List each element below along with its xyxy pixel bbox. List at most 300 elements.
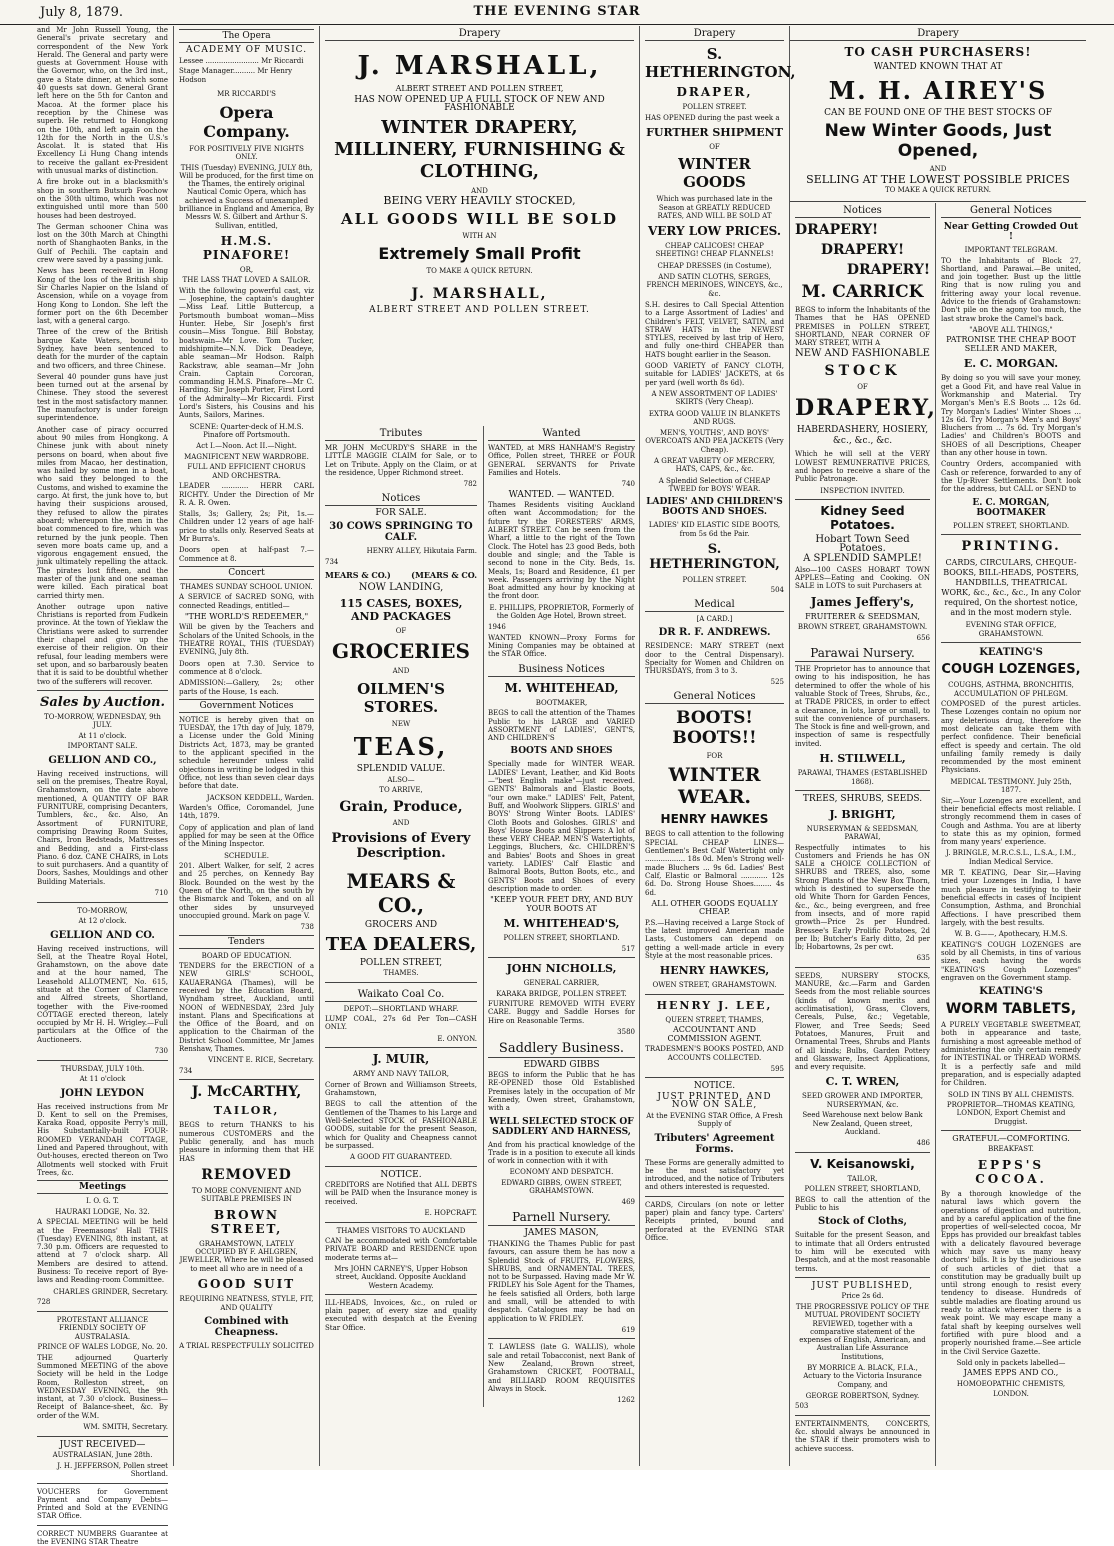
hawkes-body: BEGS to call attention to the following SPECIAL CHEAP LINES— Gentlemen's Best Calf Watertight only .................. 18s 0d. Men's Strong well-made Bluchers ... 9s 6d. Ladies' Best Calf, Elastic or Balmoral ............ 12s 6d. Do. Strong House Shoes........ 4s 6d. [645, 830, 784, 897]
wanted-body: WANTED, at MRS HANHAM'S Registry Office, Pollen street, THREE or FOUR GENERAL SERVANTS for Private Families and Hotels. [488, 444, 635, 477]
whitehead-name: M. WHITEHEAD'S, [503, 917, 620, 931]
parawai-body: THE Proprietor has to announce that owing to his indisposition, he has determined to offer the whole of his valuable Stock of Trees, Shrubs, &c., at TRADE PRICES, in order to effect a clearance, in lots, large or small, to suit the convenience of purchasers. The Stock is fine and well-grown, and inspection of same is respectfully invited. [795, 665, 930, 748]
overcoats-line: MEN'S, YOUTHS', AND BOYS' OVERCOATS AND PEA JACKETS (Very Cheap). [645, 429, 784, 454]
leader-line: LEADER ............ HERR CARL RICHTY. Under the Direction of Mr R. A. R. Owen. [179, 482, 314, 507]
marshall-name: J. MARSHALL, [411, 285, 548, 302]
epps-body: By a thorough knowledge of the natural laws which govern the operations of digestion and nutrition, and by a careful application of the fine properties of well-selected cocoa, Mr Epps has provided our breakfast tables with a delicately flavoured beverage which may save us many heavy doctors' bills. It is by the judicious use of such articles of diet that a constitution may be gradually built up until strong enough to resist every tendency to disease. Hundreds of subtle maladies are floating around us ready to attack wherever there is a weak point. We may escape many a fatal shaft by keeping ourselves well fortified with pure blood and a properly nourished frame.—See article in the Civil Service Gazette. [941, 1189, 1081, 1356]
column-3 [320, 26, 640, 1466]
column-4 [640, 26, 796, 1466]
keating-signature: J. BRINGLE, M.R.C.S.L., L.S.A., I.M., Indian Medical Service. [945, 849, 1077, 866]
keisanowski-body: BEGS to call the attention of the Public to his [795, 1195, 930, 1213]
ad-number: 517 [621, 944, 635, 953]
ad-number: 782 [463, 480, 477, 489]
divider [645, 1196, 784, 1197]
divider [37, 902, 168, 903]
breakfast-line: BREAKFAST. [988, 1145, 1034, 1154]
ad-number: 3580 [617, 1028, 635, 1037]
divider [325, 1294, 477, 1295]
morgan-name: E. C. MORGAN, BOOTMAKER [972, 497, 1050, 518]
jeffery-trade: FRUITERER & SEEDSMAN, [805, 611, 920, 621]
mccarthy-name: J. McCARTHY, [191, 1084, 302, 1101]
column-6 [936, 203, 1086, 1466]
ad-number: 635 [916, 954, 930, 963]
news-paragraph: Another outrage upon native Christians is reported from Fudkein province. At the town of Yieklaw the Christians were asked to surrender their chapel and give up the exercise of their religion. On their refusal, four leading members were set upon, and so barbarously beaten that it is said to be doubtful whether two of the sufferers will recover. [37, 602, 168, 686]
wanted-body: Thames Residents visiting Auckland often want Accommodation; for the future try the FORESTERS' ARMS, ALBERT STREET. Can be seen from the Wharf, a little to the right of the Town Clock. The Hotel has 23 good Beds, both double and single; and the Table is second to none in the City. Beds, 1s. Meals, 1s; Board and Residence, £1 per week. Passengers arriving by the Night Boat admitted any hour by knocking at the front door. [488, 501, 635, 601]
ad-number: 740 [621, 480, 635, 489]
lass-line: THE LASS THAT LOVED A SAILOR. [182, 276, 311, 285]
keep-feet-dry: "KEEP YOUR FEET DRY, AND BUY YOUR BOOTS AT [490, 895, 633, 913]
section-heading-drapery: Drapery [645, 26, 784, 41]
boots-shoes: LADIES' AND CHILDREN'S BOOTS AND SHOES. [646, 497, 783, 518]
divider [37, 1311, 168, 1312]
printing-heading: PRINTING. [961, 539, 1061, 555]
wren-address: Seed Warehouse next below Bank New Zealand, Queen street, Auckland. [802, 1111, 923, 1137]
ad-number: 469 [621, 1197, 635, 1206]
marshall-name: J. MARSHALL, [357, 51, 602, 81]
card-line: [A CARD.] [696, 614, 733, 623]
meeting-title: I. O. G. T. [86, 1197, 119, 1206]
notice-title: NOTICE. [693, 1081, 736, 1092]
section-heading-meetings: Meetings [37, 1180, 168, 1194]
divider [325, 1222, 477, 1223]
airey-name: M. H. AIREY'S [828, 75, 1048, 105]
wanted-body: WANTED KNOWN—Proxy Forms for Mining Companies may be obtained at the STAR Office. [488, 633, 635, 659]
section-heading-notices: Notices [795, 203, 930, 218]
and-line: AND [392, 667, 410, 676]
to-arrive: TO ARRIVE, [379, 786, 423, 795]
ad-number: 619 [621, 1325, 635, 1334]
kid-boots: LADIES' KID ELASTIC SIDE BOOTS, from 5s 6d the Pair. [648, 521, 781, 538]
manager-line: Stage Manager.......... Mr Henry Hodson [179, 67, 293, 84]
mccarthy-body: REQUIRING NEATNESS, STYLE, FIT, AND QUALITY [179, 1295, 314, 1312]
skirts-line: A NEW ASSORTMENT OF LADIES' SKIRTS (Very Cheap). [651, 389, 778, 407]
marshall-body: HAS NOW OPENED UP A FULL STOCK OF NEW AND FASHIONABLE [354, 94, 605, 113]
visitors-body: CAN be accommodated with Comfortable PRIVATE BOARD and RESIDENCE upon moderate terms at— [325, 1237, 477, 1262]
hawkes-ps: P.S.—Having received a Large Stock of the latest improved American made Lasts, Customers can depend on getting a well-made article in every Style at the most reasonable prices. [645, 918, 784, 961]
nicholls-body: FURNITURE REMOVED WITH EVERY CARE. Buggy and Saddle Horses for Hire on Reasonable Terms. [488, 1000, 635, 1025]
scene-line: SCENE: Quarter-deck of H.M.S. Pinafore off Portsmouth. [189, 422, 304, 439]
very-low-prices: VERY LOW PRICES. [647, 224, 782, 239]
divider [941, 1130, 1081, 1131]
winter-goods: WINTER GOODS [678, 155, 751, 192]
just-published: JUST PUBLISHED, [811, 1280, 914, 1291]
epps-name: JAMES EPPS AND CO., [963, 1368, 1059, 1378]
doors-line: Doors open at half-past 7.—Commence at 8. [179, 546, 314, 563]
divider [37, 690, 168, 691]
and-line: AND [392, 818, 410, 827]
tributers-forms: Tributers' Agreement Forms. [654, 1132, 775, 1155]
morgan-body: By doing so you will save your money, get a Good Fit, and have real Value in Workmanship and Material. Try Morgan's Men's E.S Boots ... 12s 6d. Try Morgan's Ladies' Winter Shoes ... 12s 6d. Try Morgan's Men's and Boys' Bluchers from ... 7s 6d. Try Morgan's Ladies' and Children's BOOTS and SHOES of all Descriptions, Cheaper than any other house in town. [941, 374, 1081, 458]
hetherington-name: S. HETHERINGTON, [649, 541, 780, 572]
keisanowski-body: Suitable for the present Season, and to intimate that all Orders entrusted to him will be executed with Despatch, and at the most reasonable terms. [795, 1231, 930, 1273]
hetherington-body: S.H. desires to Call Special Attention to a Large Assortment of Ladies' and Children's FELT, VELVET, SATIN, and STRAW HATS in the NEWEST STYLES, received by last trip of Hero, and fully one-third CHEAPER than HATS bought earlier in the Season. [645, 300, 784, 359]
trees-heading: TREES, SHRUBS, SEEDS. [802, 794, 923, 805]
keisanowski-address: POLLEN STREET, SHORTLAND, [804, 1185, 921, 1194]
telegram-title: IMPORTANT TELEGRAM. [964, 246, 1058, 254]
forms-body: These Forms are generally admitted to be the most satisfactory yet introduced, and the notice of Tributers and others interested is requested. [645, 1158, 784, 1192]
section-heading-notices: Notices [325, 491, 477, 506]
also-line: ALSO— [387, 775, 415, 784]
morgan-body: Country Orders, accompanied with Cash or reference, forwarded to any of the Up-River Settlements. Don't look for the address, but CALL or SEND to [941, 460, 1081, 494]
divider [179, 1079, 314, 1080]
vouchers-notice: VOUCHERS for Government Payment and Company Debts—Printed and Sold at the EVENING STAR Office. [37, 1487, 168, 1521]
coughs-list: COUGHS, ASTHMA, BRONCHITIS, ACCUMULATION OF PHLEGM. [948, 681, 1074, 698]
hetherington-name: S. HETHERINGTON, [645, 45, 796, 81]
carrick-name: M. CARRICK [801, 282, 924, 302]
grocers-line: GROCERS AND [364, 920, 438, 931]
divider [795, 499, 930, 500]
lee-body: TRADESMEN'S BOOKS POSTED, AND ACCOUNTS COLLECTED. [645, 1045, 784, 1062]
numbers-notice: CORRECT NUMBERS Guarantee at the EVENING STAR Theatre [37, 1529, 168, 1546]
star-office: At the EVENING STAR Office, A Fresh Supply of [646, 1111, 783, 1129]
opera-body: THIS (Tuesday) EVENING, JULY 8th, Will be produced, for the first time on the Thames, the entirely original Nautical Comic Opera, which has achieved a Success of unexampled brilliance in England and America, By Messrs W. S. Gilbert and Arthur S. Sullivan, entitled, [179, 163, 314, 230]
whitehead-address: POLLEN STREET, SHORTLAND. [503, 934, 620, 943]
billheads-notice: ILL-HEADS, Invoices, &c., on ruled or plain paper, of every size and quality executed with despatch at the Evening Star Office. [325, 1298, 477, 1332]
price-line: Price 2s 6d. [841, 1292, 884, 1301]
blankets-line: EXTRA GOOD VALUE IN BLANKETS AND RUGS. [648, 409, 781, 426]
divider [325, 1047, 477, 1048]
pollen-street: POLLEN STREET, [359, 957, 443, 968]
jeffery-name: James Jeffery's, [810, 594, 915, 609]
nights-line: FOR POSITIVELY FIVE NIGHTS ONLY. [189, 144, 304, 161]
epps-trade: HOMOEOPATHIC CHEMISTS, [956, 1379, 1066, 1388]
chorus-line: FULL AND EFFICIENT CHORUS AND ORCHESTRA. [187, 463, 306, 480]
saddlery-stock: WELL SELECTED STOCK OF SADDLERY AND HARNESS, [489, 1116, 634, 1137]
whitehead-body: Specially made for WINTER WEAR. LADIES' Levant, Leather, and Kid Boots—"best English make"—just received. GENTS' Balmorals and Elastic Boots, "our own make." LADIES' Felt, Patent, Buff, and Woolwork Slippers. GIRLS' and BOYS' Strong Winter Boots. LADIES' Cloth Boots and Goloshes. GIRLS' and Boys' House Boots and Slippers: A lot of these VERY CHEAP. MEN'S Watertights, Leggings, Bluchers, &c. CHILDREN'S and Babies' Boots and Shoes in great variety. LADIES' Calf Elastic and Balmoral Boots, Button Boots, etc., and GENTS' Boots and Shoes of every description made to order. [488, 760, 635, 893]
mears-header [325, 570, 477, 580]
section-heading-parnell: Parnell Nursery. [488, 1208, 635, 1226]
concert-title: THAMES SUNDAY SCHOOL UNION. [180, 582, 313, 591]
section-heading-tenders: Tenders [179, 935, 314, 949]
hetherington-body: Which was purchased late in the Season at GREATLY REDUCED RATES, AND WILL BE SOLD AT [656, 195, 773, 220]
section-heading-general: General Notices [645, 689, 784, 704]
worm-body: A PURELY VEGETABLE SWEETMEAT, both in appearance and taste, furnishing a most agreeable method of administering the only certain remedy for INTESTINAL or THREAD WORMS. It is a perfectly safe and mild preparation, and is especially adapted for Children. [941, 1021, 1081, 1088]
policy-body: THE PROGRESSIVE POLICY OF THE MUTUAL PROVIDENT SOCIETY REVIEWED, together with a comparative statement of the expenses of English, American, and Australian Life Assurance Institutions, [795, 1302, 930, 1361]
ad-number: 730 [154, 1047, 168, 1056]
for-line: FOR [706, 751, 723, 760]
removed-heading: REMOVED [201, 1166, 292, 1183]
column-5 [790, 203, 936, 1466]
meeting-subtitle: HAURAKI LODGE, No. 32. [55, 1207, 150, 1216]
notice-body: CREDITORS are Notified that ALL DEBTS will be PAID when the Insurance money is received. [325, 1181, 477, 1206]
visitors-title: THAMES VISITORS TO AUCKLAND [336, 1226, 466, 1235]
kidney-potatoes: Kidney Seed Potatoes. [820, 504, 905, 533]
of-line: OF [395, 626, 407, 635]
keating-proprietor: PROPRIETOR—THOMAS KEATING, LONDON, Export Chemist and Druggist. [946, 1101, 1076, 1126]
section-heading-opera: The Opera [179, 29, 314, 43]
ad-number: 525 [770, 678, 784, 687]
lee-address: QUEEN STREET, THAMES, [665, 1015, 764, 1024]
keisanowski-trade: TAILOR, [847, 1174, 878, 1183]
ad-number: 503 [795, 1402, 809, 1411]
new-line: NEW [391, 719, 411, 728]
gibbs-body: BEGS to inform the Public that he has RE-OPENED those Old Established Premises lately in the occupation of Mr Kennedy, Owen street, Grahamstown, with a [488, 1071, 635, 1113]
epps-address: LONDON. [993, 1390, 1029, 1399]
teas-heading: TEAS, [353, 732, 449, 762]
divider [795, 1277, 930, 1278]
section-heading-business: Business Notices [488, 662, 635, 677]
meeting-signature: CHARLES GRINDER, Secretary. [53, 1287, 168, 1296]
newspaper-title: THE EVENING STAR [473, 4, 641, 19]
muir-trade: ARMY AND NAVY TAILOR, [352, 1070, 450, 1079]
epps-cocoa: EPPS'S COCOA. [975, 1157, 1047, 1186]
concert-admission: ADMISSION:—Gallery, 2s; other parts of the House, 1s each. [179, 679, 314, 696]
keatings-heading: KEATING'S [979, 647, 1043, 659]
auction-time: At 12 o'clock. [78, 917, 127, 926]
gov-plan: Copy of application and plan of land applied for may be seen at the Office of the Mining Inspector. [179, 823, 314, 849]
telegram-body: TO the Inhabitants of Block 27, Shortland, and Parawai.—Be united, and join together. Bust up the little Ring that is now ruling you and frittering away your local revenue. Advice to the friends of Grahamstown: Don't pile on the agony too much, the last straw broke the Camel's back. [941, 256, 1081, 323]
schedule-body: 201. Albert Walker, for self, 2 acres and 25 perches, on Kennedy Bay Block. Bounded on the west by the Queen of the North, on the south by the Bismarck and Token, and on all other sides by unsurveyed unoccupied ground. Mark on page V. [179, 862, 314, 920]
mears-left: MEARS & CO.) [325, 570, 391, 581]
divider [325, 1166, 477, 1167]
mccarthy-trade: TAILOR, [213, 1104, 280, 1118]
whitehead-name: M. WHITEHEAD, [504, 680, 619, 695]
cast-list: With the following powerful cast, viz— Josephine, the captain's daughter—Miss Leaf. Little Buttercup, a Portsmouth bumboat woman—Miss Hunter. Hebe, Sir Joseph's first cousin—Miss Tongue. Bill Bobstay, boatswain—Mr Love. Tom Tucker, midshipmite—N.N. Dick Deadeye, able seaman—Mr Hodson. Ralph Rackstraw, able seaman—Mr John Crain. Captain Corcoran, commanding H.M.S. Pinafore—Mr C. Harding. Sir Joseph Porter, First Lord of the Admiralty—Mr Riccardi. First Lord's Sisters, his Cousins and his Aunts, Sailors, Marines. [179, 286, 314, 420]
of-line: OF [857, 382, 868, 391]
ad-number: 1262 [617, 1396, 635, 1405]
or-line: OR, [239, 265, 254, 274]
column-1 [32, 26, 174, 1546]
medical-testimony: MEDICAL TESTIMONY. July 25th, 1877. [950, 777, 1072, 795]
auctioneer-name: GELLION AND CO. [50, 929, 155, 941]
nicholls-trade: GENERAL CARRIER, [523, 979, 600, 988]
hetherington-trade: DRAPER, [676, 85, 753, 99]
economy-line: ECONOMY AND DESPATCH. [509, 1168, 614, 1177]
all-goods-sold: ALL GOODS WILL BE SOLD [341, 209, 618, 228]
meeting-body: A SPECIAL MEETING will be held at the Freemasons' Hall THIS (Tuesday) EVENING, 8th instant, at 7.30 p.m. Officers are requested to attend at 7 o'clock sharp. All Members are desired to attend. Business: To receive report of Bye-laws and Reading-room Committee. [37, 1218, 168, 1285]
mccarthy-body: GRAHAMSTOWN, LATELY OCCUPIED BY F. AHLGREN, JEWELLER, Where he will be pleased to meet all who are in need of a [179, 1239, 314, 1273]
morgan-name: E. C. MORGAN. [963, 357, 1059, 371]
cheap-lines: CHEAP CALICOES! CHEAP SHEETING! CHEAP FLANNELS! [655, 242, 774, 259]
grain-produce: Grain, Produce, [339, 798, 463, 815]
for-sale: FOR SALE. [375, 507, 427, 518]
cash-purchasers: TO CASH PURCHASERS! [844, 45, 1032, 59]
hawkes-name: HENRY HAWKES [660, 812, 769, 827]
news-paragraph: News has been received in Hong Kong of the loss of the British ship Sir Charles Napier on the Island of Ascension, while on a voyage from Hong Kong to London. She left the former port on the 6th December last, with a general cargo. [37, 267, 168, 326]
selling-prices: SELLING AT THE LOWEST POSSIBLE PRICES [806, 172, 1070, 186]
crowded-out: Near Getting Crowded Out ! [943, 222, 1079, 242]
bright-body: Respectfully intimates to his Customers and Friends he has ON SALE a CHOICE COLLECTION of SHRUBS and TREES, also, some Strong Plants of the New Box Thorn, which is destined to supersede the old White Thorn for Garden Fences, &c., &c., being evergreen, and free from insects, and of more rapid growth—Price 2s per Hundred. Bressee's Early Prolific Potatoes, 2d per lb; Butcher's Early ditto, 2d per lb; Hobartowns, 2s per cwt. [795, 843, 930, 952]
fancy-cloth: GOOD VARIETY of FANCY CLOTH, suitable for LADIES' JACKETS, at 6s per yard (well worth 8s 6d). [645, 362, 784, 387]
tender-body: TENDERS for the ERECTION of a NEW GIRLS' SCHOOL, KAUAERANGA (Thames), will be received by the Education Board, Wyndham street, Auckland, until NOON of WEDNESDAY, 23rd July instant. Plans and Specifications at the Office of the Board, and on application to the Chairman of the District School Committee, Mr James Renshaw, Thames. [179, 962, 314, 1054]
stilwell-name: H. STILWELL, [819, 752, 906, 766]
entertainments-notice: ENTERTAINMENTS, CONCERTS, &c. should always be announced in the STAR if their promoters wish to achieve success. [795, 1419, 930, 1453]
morgan-address: POLLEN STREET, SHORTLAND. [952, 521, 1070, 530]
bright-name: J. BRIGHT, [829, 807, 896, 821]
airey-banner [790, 26, 1086, 202]
hetherington-address: POLLEN STREET. [682, 575, 747, 584]
cheapness-line: Combined with Cheapness. [204, 1316, 289, 1339]
section-heading-saddlery: Saddlery Business. [488, 1039, 635, 1058]
further-shipment: FURTHER SHIPMENT [646, 125, 783, 139]
section-heading-auction: Sales by Auction. [39, 694, 166, 710]
visitors-sign: Mrs JOHN CARNEY'S, Upper Hobson street, Auckland. Opposite Auckland Western Academy. [334, 1264, 468, 1290]
auction-title: IMPORTANT SALE. [67, 742, 138, 751]
winter-wear: WINTER WEAR. [668, 764, 761, 809]
patronise-line: PATRONISE THE CHEAP BOOT SELLER AND MAKER, [946, 335, 1076, 353]
gibbs-body: And from his practical knowledge of the Trade is in a position to execute all kinds of work in connection with it with [488, 1140, 635, 1166]
concert-song: "THE WORLD'S REDEEMER," [184, 611, 309, 621]
masthead [0, 0, 1114, 25]
divider [37, 1060, 168, 1061]
tender-signature: VINCENT E. RICE, Secretary. [208, 1056, 314, 1065]
just-received-sign: J. H. JEFFERSON, Pollen street Shortland. [57, 1461, 168, 1478]
stilwell-address: PARAWAI, THAMES (ESTABLISHED 1868). [797, 769, 928, 786]
drapery-exclaim: DRAPERY! [795, 222, 879, 238]
divider [488, 957, 635, 958]
all-other-goods: ALL OTHER GOODS EQUALLY CHEAP. [651, 898, 778, 917]
and-line: AND [929, 165, 947, 173]
tribute-body: MR JOHN McCURDY'S SHARE in the LITTLE MAGGIE CLAIM for Sale, or to Let on Tribute. Apply on the Claim, or at the residence, Upper Richmond street. [325, 444, 477, 477]
wren-name: C. T. WREN, [825, 1075, 900, 1089]
auction-body: Having received instructions, will Sell, at the Theatre Royal Hotel, Grahamstown, on the above date and at the hour named, The Leasehold ALLOTMENT, No. 615, situate at the Corner of Clarence and Alfred streets, Shortland, together with the Five-roomed COTTAGE erected thereon, lately occupied by Mr H. H. Wrigley.—Full particulars at the Office of the Auctioneers. [37, 944, 168, 1044]
hawkes-address: OWEN STREET, GRAHAMSTOWN. [652, 981, 777, 990]
auction-time: At 11 o'clock. [78, 731, 127, 740]
nicholls-address: KARAKA BRIDGE, POLLEN STREET. [496, 989, 627, 998]
satin-cloths: AND SATIN CLOTHS, SERGES, FRENCH MERINOES, WINCEYS, &c., &c. [646, 273, 783, 298]
auction-date: THURSDAY, JULY 10th. [60, 1064, 145, 1073]
new-winter-goods: New Winter Goods, Just Opened, [824, 121, 1052, 161]
provisions-line: Provisions of Every Description. [331, 831, 471, 862]
news-paragraph: The German schooner China was lost on the 30th March at Chingthi north of Shanghaoten Banks, in the Gulf of Pechili. The captain and crew were saved by a passing junk. [37, 222, 168, 265]
robertson-name: GEORGE ROBERTSON, Sydney. [805, 1391, 920, 1400]
section-heading-medical: Medical [645, 597, 784, 612]
and-line: AND [471, 186, 488, 195]
gov-office: Warden's Office, Coromandel, June 14th, 1879. [179, 804, 314, 821]
section-heading-waikato: Waikato Coal Co. [325, 987, 477, 1002]
hetherington-address: POLLEN STREET. [682, 103, 747, 111]
printing-body: CARDS, CIRCULARS, CHEQUE-BOOKS, BILL-HEADS, POSTERS, HANDBILLS, THEATRICAL WORK, &c., &c., &c., In any Color required, On the shortest notice, and in the most modern style. [941, 558, 1081, 618]
lee-name: HENRY J. LEE, [656, 998, 773, 1012]
hetherington-body: HAS OPENED during the past week a [645, 113, 780, 122]
oilmen-heading: OILMEN'S STORES. [357, 679, 445, 716]
whitehead-body: BEGS to call the attention of the Thames Public to his LARGE and VARIED ASSORTMENT of LADIES', GENT'S, AND CHILDREN'S [488, 709, 635, 743]
inspection-invited: INSPECTION INVITED. [820, 486, 905, 495]
prices-line: Stalls, 3s; Gallery, 2s; Pit, 1s.—Children under 12 years of age half-price to stalls only. Reserved Seats at Mr Burra's. [179, 510, 314, 543]
lawless-body: T. LAWLESS (late G. WALLIS), whole sale and retail Tobacconist, next Bank of New Zealand, Brown street, Grahamstown CRICKET, FOOTBALL, and BILLIARD ROOM REQUISITES Always in Stock. [488, 1343, 635, 1393]
drapery-heading: DRAPERY, [795, 395, 937, 422]
divider [645, 994, 784, 995]
keating-body: Sir,—Your Lozenges are excellent, and their beneficial effects most reliable. I strongly recommend them in cases of Cough and Asthma. You are at liberty to state this as my opinion, formed from many years' experience. [941, 796, 1081, 847]
mercery-line: A GREAT VARIETY OF MERCERY, HATS, CAPS, &c., &c. [654, 457, 775, 474]
whitehead-trade: BOOTMAKER, [535, 698, 588, 707]
cows-signature: HENRY ALLEY, Hikutaia Farm. [366, 547, 477, 556]
wren-body: SEEDS, NURSERY STOCKS, MANURE, &c.—Farm and Garden Seeds from the most reliable sources (kinds of known merits and acclimatisation), Grass, Clovers, Cereals, Pulse, &c.; Vegetable, Flower, and Tree Seeds; Seed Potatoes, Manures, Fruit and Ornamental Trees, Shrubs and Plants of all kinds; Bulbs, Garden Pottery and Glassware, Insect Applications, and every requisite. [795, 971, 930, 1072]
column-3-right [483, 426, 635, 1407]
ad-number: 710 [154, 889, 168, 898]
worm-tablets: WORM TABLETS, [945, 1001, 1077, 1018]
muir-body: BEGS to call the attention of the Gentlemen of the Thames to his Large and Well-Selected STOCK of FASHIONABLE GOODS, suitable for the present Season, which for Quality and Cheapness cannot be surpassed. [325, 1100, 477, 1150]
divider [37, 1483, 168, 1484]
wardrobe-line: MAGNIFICENT NEW WARDROBE. [184, 452, 309, 461]
just-printed: JUST PRINTED, AND NOW ON SALE, [657, 1091, 772, 1111]
wren-trade: SEED GROWER AND IMPORTER, NURSERYMAN, &c. [801, 1092, 924, 1109]
stock-heading: STOCK [824, 362, 901, 379]
divider [941, 534, 1081, 535]
news-paragraph: Three of the crew of the British barque Kate Waters, bound to Sydney, have been sentenced to death for the murder of the captain and two officers, and three Chinese. [37, 328, 168, 370]
auction-date: TO-MORROW, WEDNESDAY, 9th JULY. [44, 712, 161, 730]
section-heading-government: Government Notices [179, 699, 314, 713]
quick-return: TO MAKE A QUICK RETURN. [426, 267, 533, 275]
brown-street: BROWN STREET, [210, 1207, 283, 1236]
keating-body: MR T. KEATING, Dear Sir,—Having tried your Lozenges in India, I have much pleasure in testifying to their beneficial effects in cases of Incipient Consumption, Asthma, and Bronchial Affections. I have prescribed them largely, with the best results. [941, 869, 1081, 927]
meeting-title: PROTESTANT ALLIANCE FRIENDLY SOCIETY OF AUSTRALASIA. [56, 1315, 149, 1341]
ad-number: 1946 [488, 623, 506, 632]
news-paragraph: Another case of piracy occurred about 90 miles from Hongkong. A Chinese junk with about ninety persons on board, when about five miles from Macao, her destination, was hailed by some men in a boat, who said they belonged to the Customs, and wished to examine the cargo. At first, the junk hove to, but having their suspicions aroused, they refused to allow the pirates aboard; whereupon the men in the boat commenced to fire, which was returned by the junk people. Then seven more boats came up, and a vigorous engagement ensued, the junk ultimately repelling the attack. The pirates lost fifteen, and the master of the junk and one seaman were killed. Each piratical boat carried thirty men. [37, 425, 168, 600]
andrews-body: RESIDENCE: MARY STREET (next door to the Central Dispensary). Specialty for Women and Children on THURSDAYS, from 3 to 3. [645, 642, 784, 676]
marshall-address: ALBERT STREET AND POLLEN STREET. [369, 304, 590, 315]
keisanowski-name: V. Keisanowski, [810, 1156, 915, 1171]
ad-number: 734 [179, 1066, 193, 1075]
gov-notice-body: NOTICE is hereby given that on TUESDAY, the 17th day of July, 1879, a License under the Gold Mining Districts Act, 1873, may be granted to the applicant specified in the schedule hereunder unless valid objections in writing be lodged in this Office, not less than seven clear days before that date. [179, 715, 314, 791]
ad-number: 486 [916, 1139, 930, 1148]
cough-lozenges: COUGH LOZENGES, [941, 662, 1081, 678]
kidney-body: Also—100 CASES HOBART TOWN APPLES—Eating and Cooking. ON SALE in LOTS to suit Purchasers at [795, 565, 930, 591]
concert-body: A SERVICE of SACRED SONG, with connected Readings, entitled— [179, 593, 314, 610]
stock-of-cloths: Stock of Cloths, [818, 1216, 907, 1228]
new-fashionable: NEW AND FASHIONABLE [795, 348, 930, 360]
ad-number: 595 [770, 1064, 784, 1073]
coal-signature: E. ONYON. [437, 1034, 477, 1043]
haberdashery: HABERDASHERY, HOSIERY, &c., &c., &c. [796, 425, 929, 447]
coal-body: LUMP COAL, 27s 6d Per Ton—CASH ONLY. [325, 1015, 477, 1032]
divider [941, 642, 1081, 643]
news-paragraph: A fire broke out in a blacksmith's shop in southern Butsurb Foochow on the 30th ultimo, which was not extinguished until more than 500 houses had been destroyed. [37, 178, 168, 220]
good-suit: GOOD SUIT [197, 1277, 296, 1292]
section-heading-parawai: Parawai Nursery. [795, 644, 930, 662]
ad-number: 504 [770, 586, 784, 595]
meeting-signature: WM. SMITH, Secretary. [83, 1423, 168, 1431]
divider [795, 1415, 930, 1416]
can-be-found: CAN BE FOUND ONE OF THE BEST STOCKS OF [824, 107, 1052, 118]
news-paragraph: and Mr John Russell Young, the General's private secretary and correspondent of the New York Herald. The General and party were guests at Government House with the Governor, who, on the 3rd inst., gave a State dinner, at which some 40 guests sat down. General Grant left here on the 5th for Canton and Macoa. At the former place his reception by the Chinese was superb. He returned to Hongkong on the 10th, and left again on the 12th for the North in the U.S.'s Ascolat. It is stated that His Excellency Li Hung Chang intends to receive the gallant ex-President with unusual marks of distinction. [37, 26, 168, 176]
hawkes-name: HENRY HAWKES, [659, 964, 770, 978]
gibbs-name: EDWARD GIBBS [523, 1059, 600, 1070]
acts-line: Act I.—Noon. Act II.—Night. [196, 442, 297, 451]
notice-signature: E. HOPCRAFT. [424, 1209, 477, 1218]
sold-in-tins: SOLD IN TINS BY ALL CHEMISTS. [948, 1090, 1074, 1099]
keating-body: KEATING'S COUGH LOZENGES are sold by all Chemists, in tins of various sizes, each having the words "KEATING'S Cough Lozenges" engraven on the Government stamp. [941, 940, 1081, 982]
divider [795, 790, 930, 791]
mason-body: THANKING the Thames Public for past favours, can assure them he has now a Splendid Stock of FRUITS, FLOWERS, SHRUBS, and ORNAMENTAL TREES, not to be Surpassed. Having made Mr W. FRIDLEY his Sole Agent for the Thames, he feels satisfied all Orders, both large and small, will be attended to with despatch. Catalogues may be had on application to W. FRIDLEY. [488, 1239, 635, 1323]
cheap-dresses: CHEAP DRESSES (in Costume), [657, 261, 772, 270]
quick-return: TO MAKE A QUICK RETURN. [884, 186, 992, 194]
above-all: "ABOVE ALL THINGS," [969, 325, 1053, 334]
riccardi-line: MR RICCARDI'S [217, 90, 276, 98]
epps-sold: Sold only in packets labelled— [956, 1358, 1066, 1367]
gov-signature: JACKSON KEDDELL, Warden. [206, 793, 314, 802]
just-received-title: JUST RECEIVED— [59, 1439, 146, 1450]
now-landing: NOW LANDING, [358, 582, 444, 594]
ad-number: 728 [37, 1298, 51, 1307]
cards-body: CARDS, Circulars (on note or letter paper) plain and fancy type. Carters' Receipts printed, bound and perforated at the EVENING STAR Office. [645, 1200, 784, 1242]
auction-date: TO-MORROW, [77, 906, 128, 915]
tweed-line: A Splendid Selection of CHEAP TWEED for BOYS' WEAR. [658, 476, 771, 493]
divider [795, 1152, 930, 1153]
schedule-title: SCHEDULE. [224, 851, 269, 860]
lee-trade: ACCOUNTANT AND COMMISSION AGENT. [667, 1025, 762, 1043]
section-heading-drapery: Drapery [790, 26, 1086, 41]
news-paragraph: Several 40 pounder guns have just been turned out at the arsenal by Chinese. They stood the severest test in the most satisfactory manner. The manufactory is under foreign superintendence. [37, 372, 168, 423]
gibbs-signature: EDWARD GIBBS, OWEN STREET, GRAHAMSTOWN. [501, 1178, 622, 1196]
of-line: OF [709, 142, 720, 151]
splendid-value: SPLENDID VALUE. [356, 764, 446, 775]
ad-number: 656 [916, 633, 930, 642]
section-heading-concert: Concert [179, 566, 314, 580]
concert-body: Will be given by the Teachers and Scholars of the United Schools, in the THEATRE ROYAL, THIS (TUESDAY) EVENING, July 8th. [179, 623, 314, 657]
issue-date: July 8, 1879. [40, 5, 123, 20]
auction-body: Having received instructions, will sell on the premises, Theatre Royal, Grahamstown, on the date above mentioned, A QUANTITY OF BAR FURNITURE, comprising Decanters, Tumblers, &c., &c. Also, An Assortment of FURNITURE, comprising Drawing Room Suites, Chairs, Iron Bedsteads, Mattresses and Bedding, and a First-class Piano. 6 doz. CANE CHAIRS, in Lots to suit purchasers. And a quantity of Doors, Sashes, Mouldings and other Building Materials. [37, 769, 168, 886]
